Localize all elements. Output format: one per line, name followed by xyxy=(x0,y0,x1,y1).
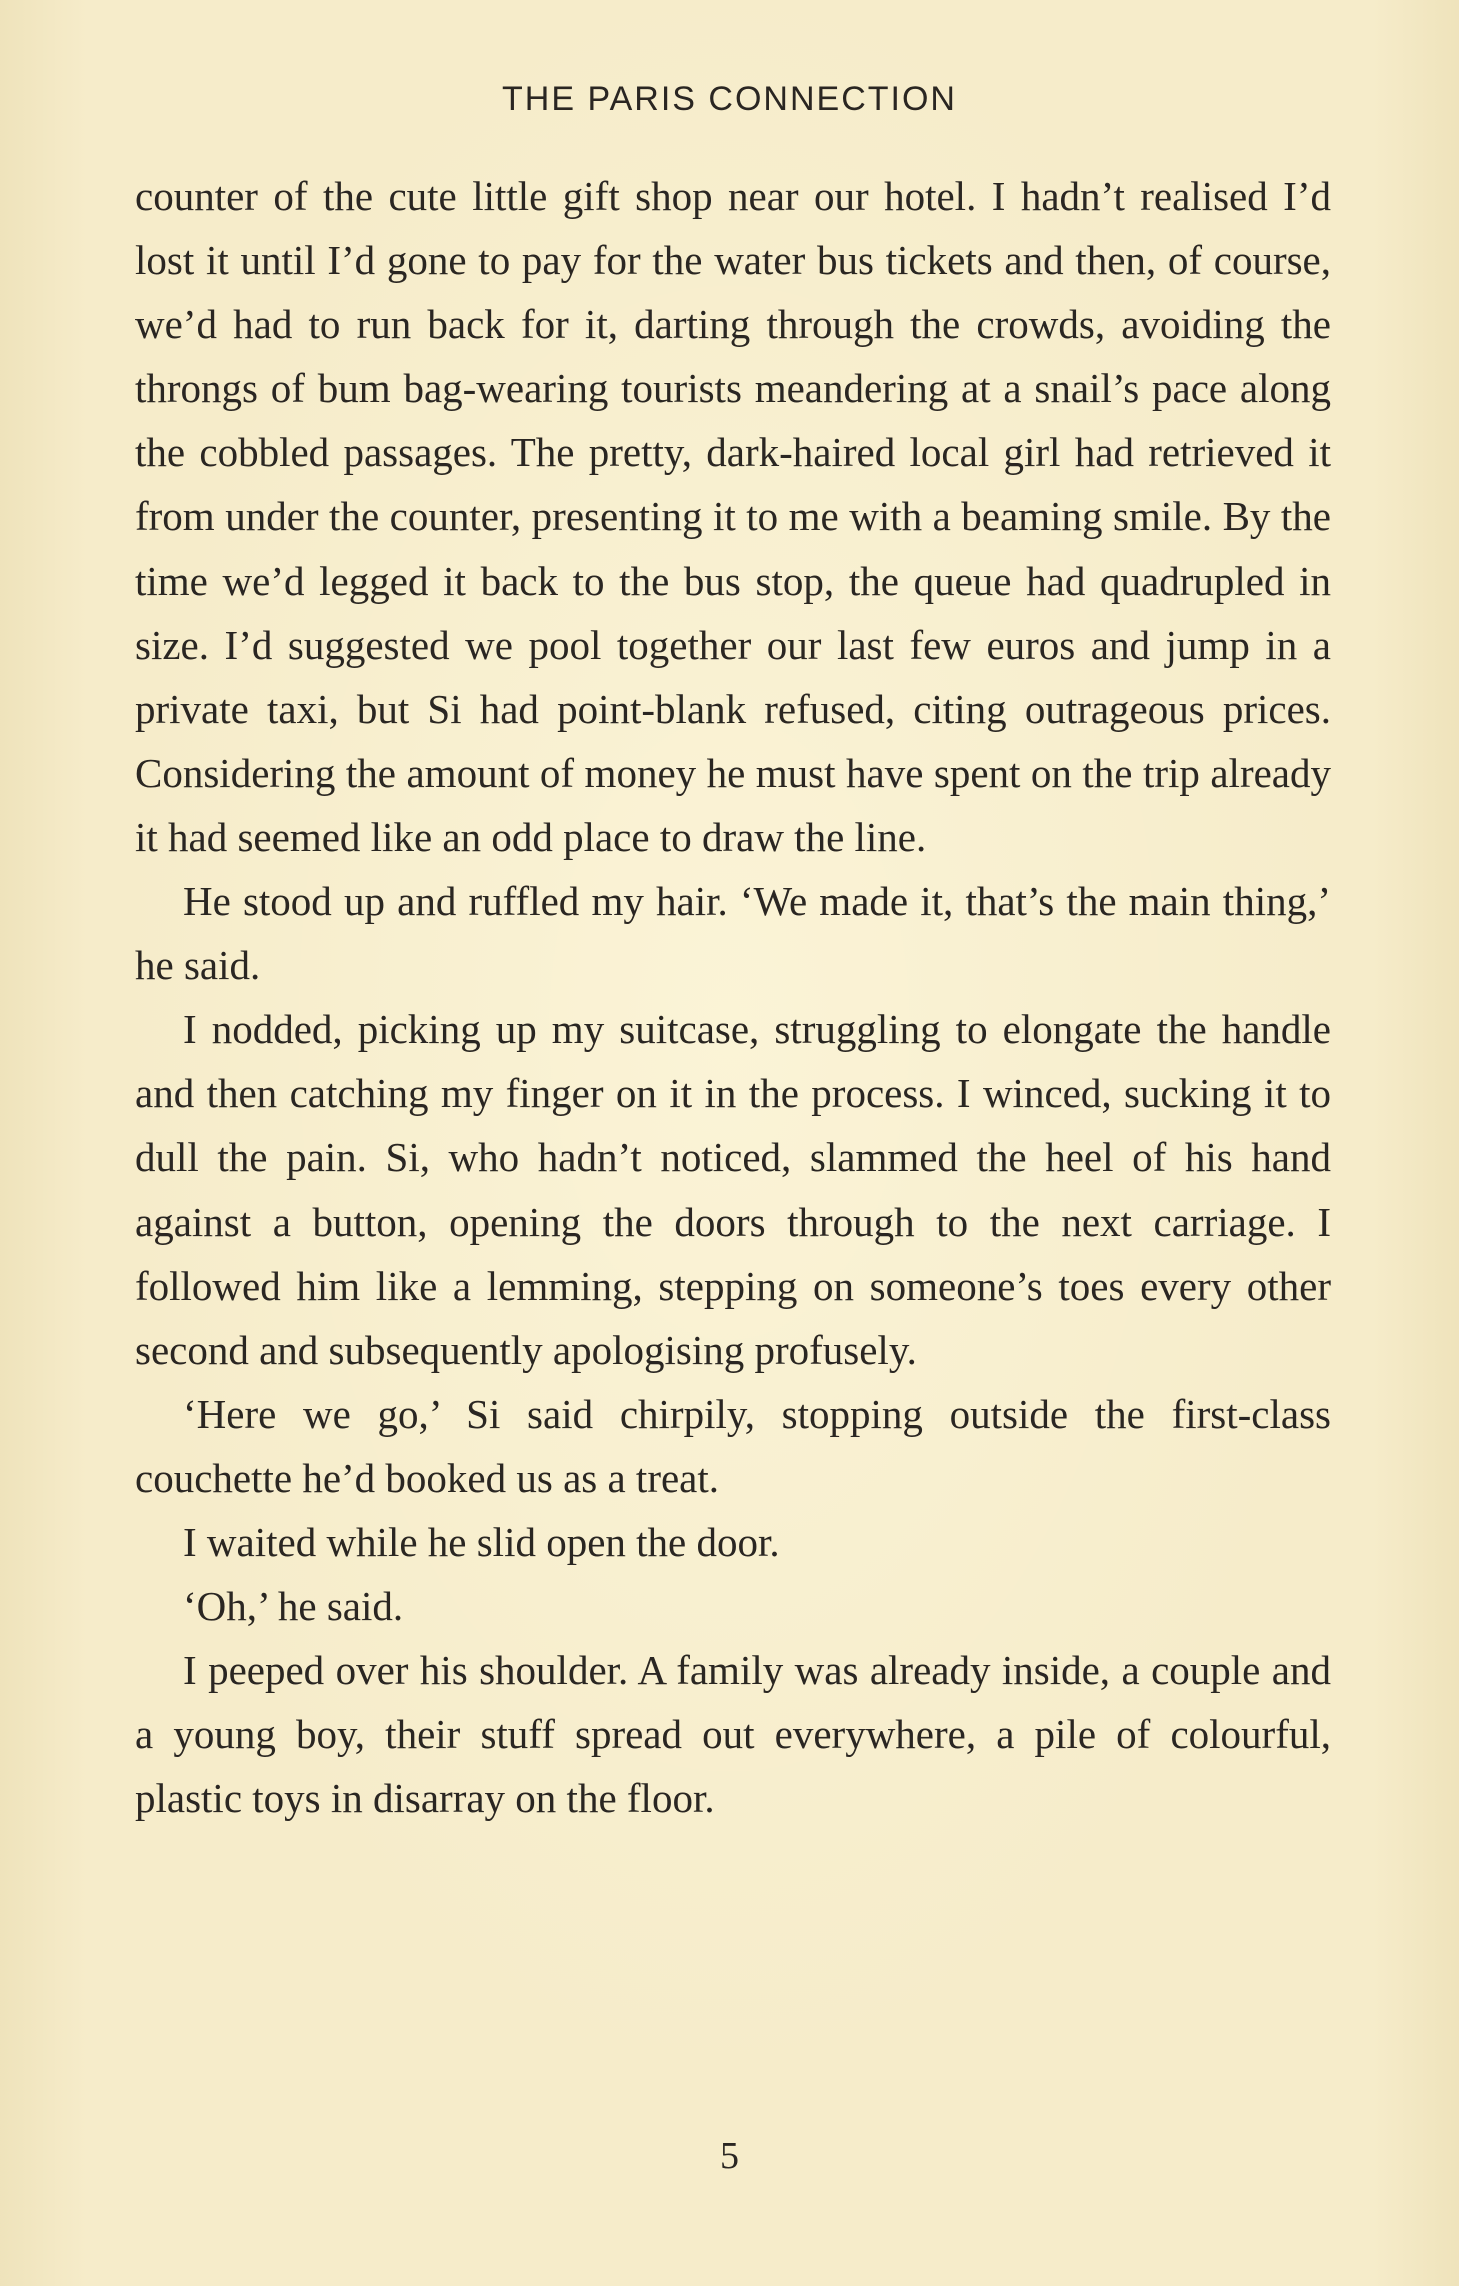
paragraph: ‘Here we go,’ Si said chirpily, stopping outside the first-class couchette he’d booked us as a treat. xyxy=(135,1390,1331,1501)
body-text xyxy=(135,164,1331,1830)
page-number: 5 xyxy=(720,2135,739,2177)
paragraph: He stood up and ruffled my hair. ‘We made it, that’s the main thing,’ he said. xyxy=(135,878,1331,989)
running-title: THE PARIS CONNECTION xyxy=(502,80,957,118)
paragraph: I peeped over his shoulder. A family was already inside, a couple and a young boy, their stuff spread out everywhere, a pile of colourful, plastic toys in disarray on the floor. xyxy=(135,1647,1331,1822)
paragraph: I nodded, picking up my suitcase, struggling to elongate the handle and then catching my finger on it in the process. I winced, sucking it to dull the pain. Si, who hadn’t noticed, slammed the heel of his hand against a button, opening the doors through to the next carriage. I followed him like a lemming, stepping on someone’s toes every other second and subsequently apologising profusely. xyxy=(135,1006,1331,1373)
paragraph: I waited while he slid open the door. xyxy=(183,1518,780,1565)
paragraph-continued: counter of the cute little gift shop near our hotel. I hadn’t realised I’d lost it until I’d gone to pay for the water bus tickets and then, of course, we’d had to run back for it, darting through the crowds, avoiding the throngs of bum bag-wearing tourists meandering at a snail’s pace along the cobbled passages. The pretty, dark-haired local girl had retrieved it from under the counter, presenting it to me with a beaming smile. By the time we’d legged it back to the bus stop, the queue had quadrupled in size. I’d suggested we pool together our last few euros and jump in a private taxi, but Si had point-blank refused, citing outrageous prices. Considering the amount of money he must have spent on the trip already it had seemed like an odd place to draw the line. xyxy=(135,173,1331,860)
paragraph: ‘Oh,’ he said. xyxy=(183,1583,404,1630)
